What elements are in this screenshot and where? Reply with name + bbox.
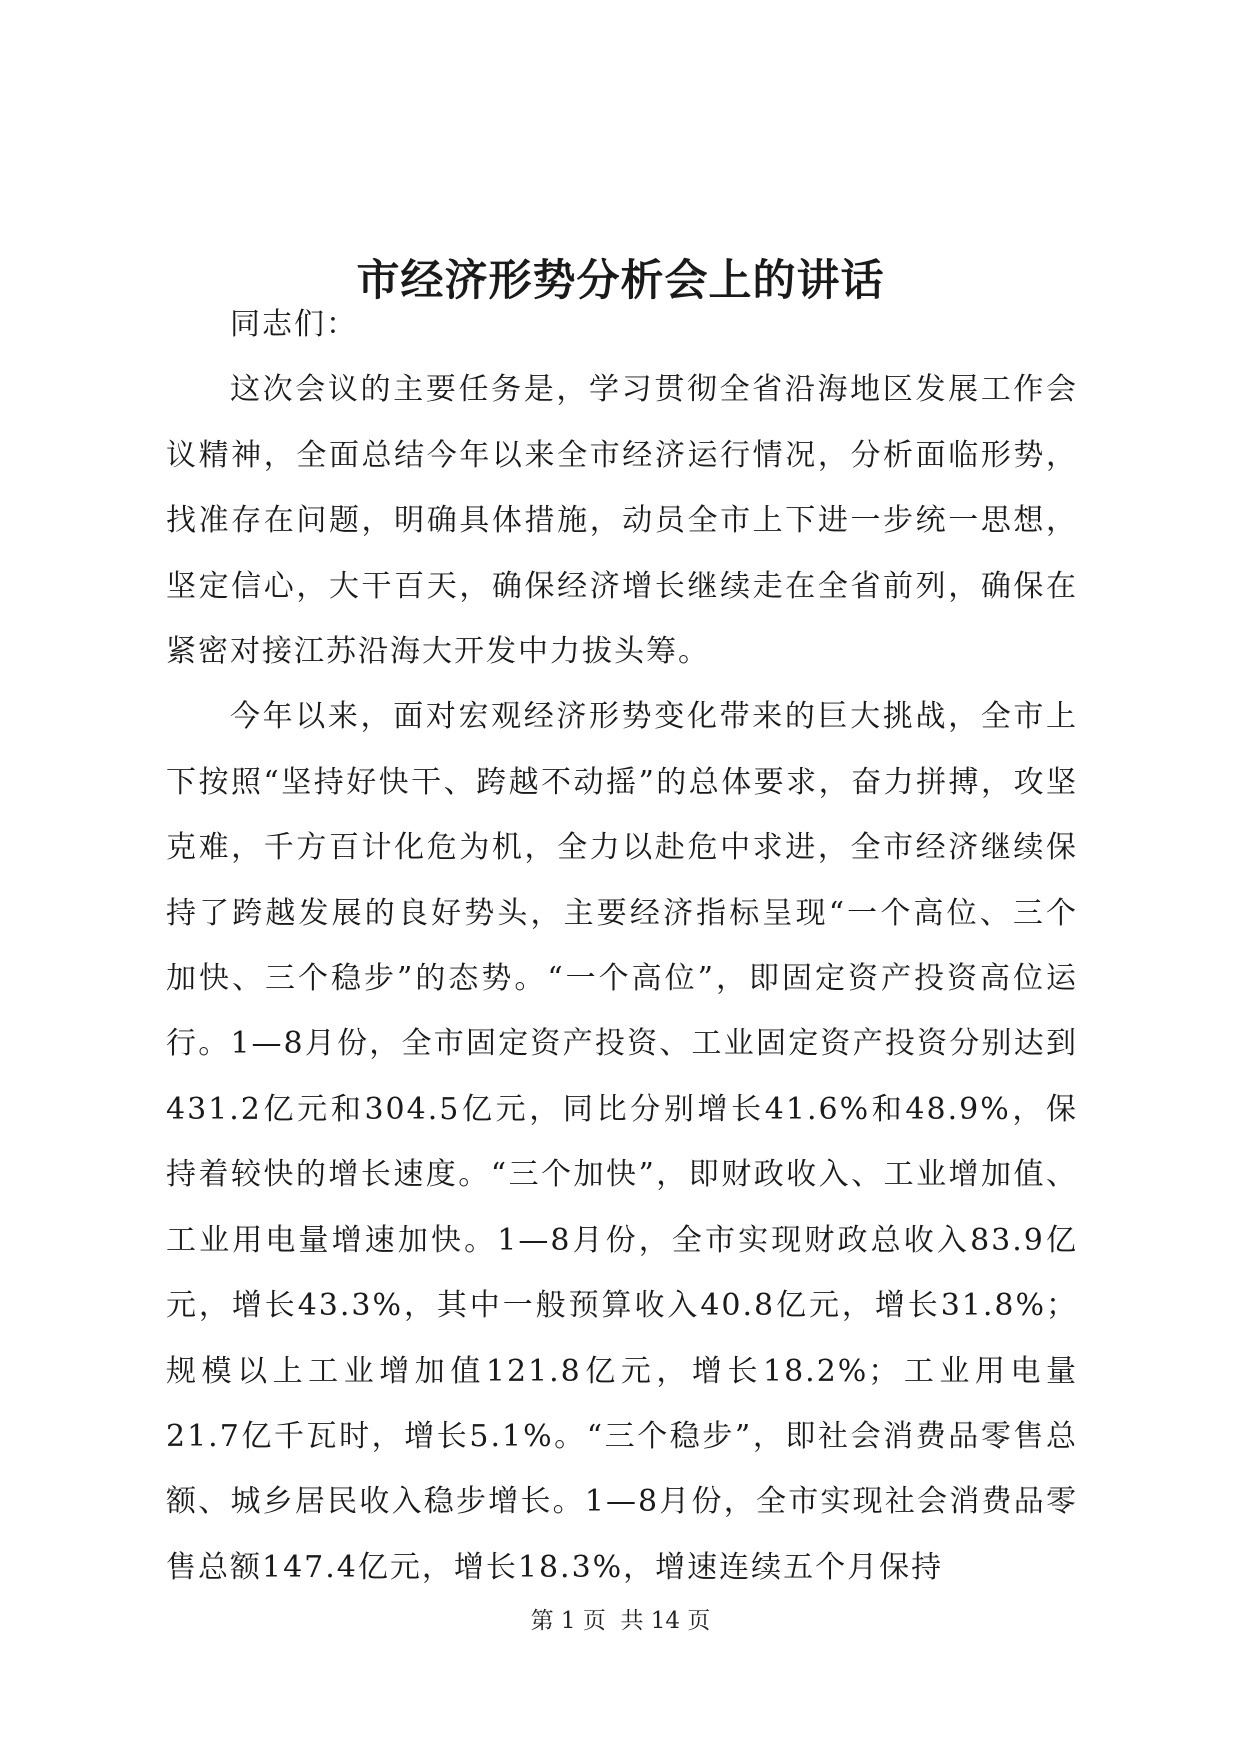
page-title: 市经济形势分析会上的讲话: [356, 255, 885, 306]
page-footer: [0, 1606, 1241, 1636]
paragraph: 这次会议的主要任务是，学习贯彻全省沿海地区发展工作会议精神，全面总结今年以来全市经济运行情况，分析面临形势，找准存在问题，明确具体措施，动员全市上下进一步统一思想，坚定信心，大干百天，确保经济增长继续走在全省前列，确保在紧密对接江苏沿海大开发中力拔头筹。: [166, 372, 1078, 670]
page-number-label: 第 1 页 共 14 页: [530, 1608, 711, 1634]
document-body: [166, 292, 1078, 1600]
paragraph: 今年以来，面对宏观经济形势变化带来的巨大挑战，全市上下按照“坚持好快干、跨越不动摇”的总体要求，奋力拼搏，攻坚克难，千方百计化危为机，全力以赴危中求进，全市经济继续保持了跨越发展的良好势头，主要经济指标呈现“一个高位、三个加快、三个稳步”的态势。“一个高位”，即固定资产投资高位运行。1—8月份，全市固定资产投资、工业固定资产投资分别达到431.2亿元和304.5亿元，同比分别增长41.6%和48.9%，保持着较快的增长速度。“三个加快”，即财政收入、工业增加值、工业用电量增速加快。1—8月份，全市实现财政总收入83.9亿元，增长43.3%，其中一般预算收入40.8亿元，增长31.8%；规模以上工业增加值121.8亿元，增长18.2%；工业用电量21.7亿千瓦时，增长5.1%。“三个稳步”，即社会消费品零售总额、城乡居民收入稳步增长。1—8月份，全市实现社会消费品零售总额147.4亿元，增长18.3%，增速连续五个月保持: [166, 699, 1078, 1585]
salutation: 同志们：: [230, 307, 358, 342]
